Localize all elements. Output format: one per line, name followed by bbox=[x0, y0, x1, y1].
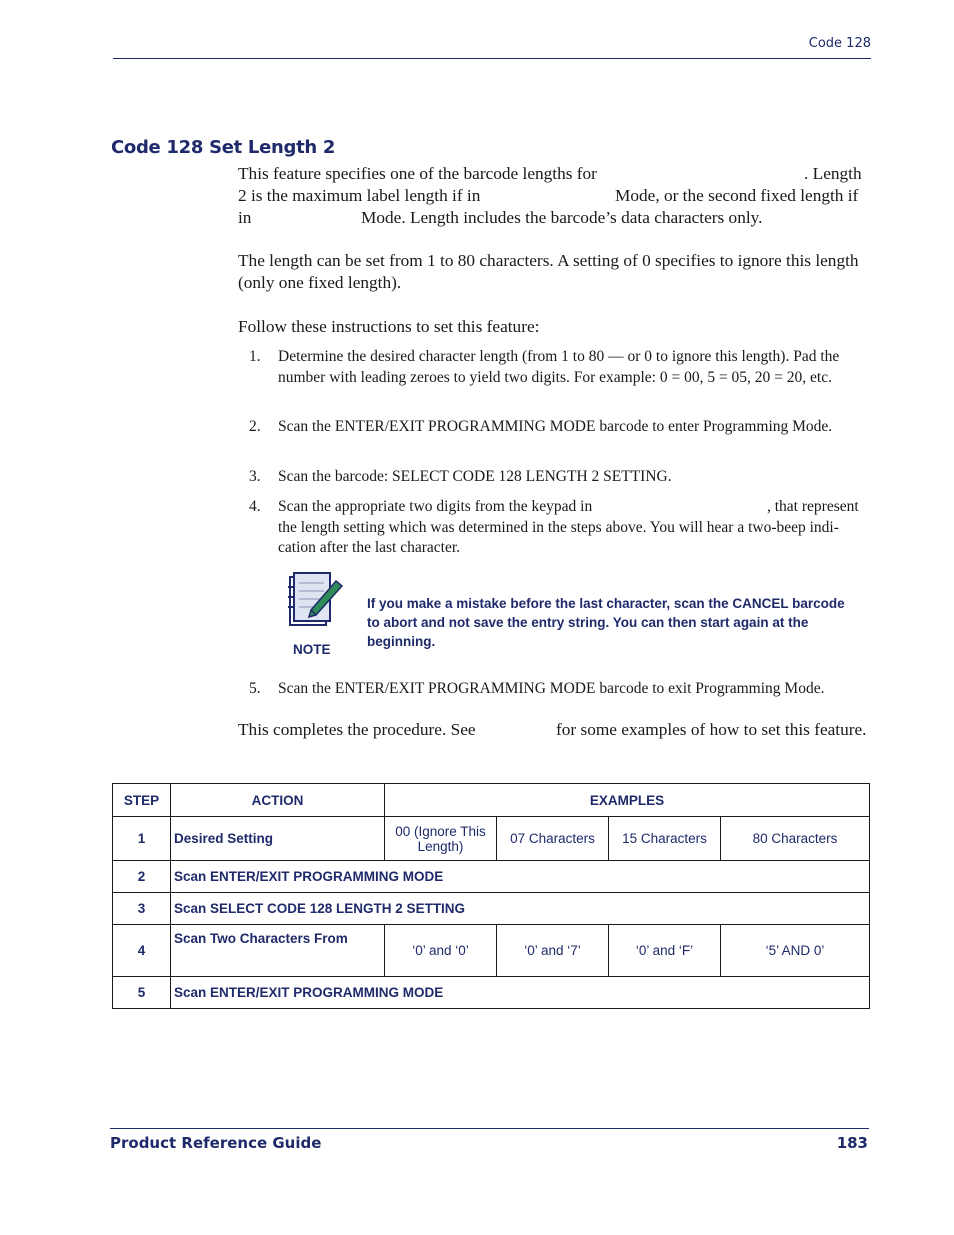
table-row bbox=[113, 977, 870, 1009]
note-pen-icon bbox=[284, 569, 344, 631]
intro-line1-a: This feature specifies one of the barcode lengths for bbox=[238, 164, 597, 183]
programming-steps-table bbox=[112, 783, 870, 1009]
action-cell: Scan ENTER/EXIT PROGRAMMING MODE bbox=[171, 861, 870, 893]
list-number: 3. bbox=[249, 468, 261, 485]
header-examples: EXAMPLES bbox=[385, 784, 870, 817]
range-line2: (only one fixed length). bbox=[238, 273, 402, 292]
step-cell: 2 bbox=[113, 861, 171, 893]
table-row bbox=[113, 893, 870, 925]
closing-text-a: This completes the procedure. See bbox=[238, 720, 476, 739]
closing-paragraph bbox=[238, 719, 868, 741]
list-text: cation after the last character. bbox=[278, 539, 461, 556]
example-cell: ‘5’ AND 0’ bbox=[721, 925, 870, 977]
table-row bbox=[113, 925, 870, 977]
example-cell: ‘0’ and ‘0’ bbox=[385, 925, 497, 977]
section-title: Code 128 Set Length 2 bbox=[111, 137, 336, 158]
footer-guide-title: Product Reference Guide bbox=[110, 1134, 322, 1152]
list-text: Scan the appropriate two digits from the keypad in bbox=[278, 498, 593, 515]
list-item bbox=[249, 347, 869, 388]
closing-text-b: for some examples of how to set this feature. bbox=[556, 720, 867, 739]
header-rule bbox=[113, 58, 871, 59]
intro-line3-b: Mode. Length includes the barcode’s data characters only. bbox=[361, 208, 763, 227]
list-number: 2. bbox=[249, 418, 261, 435]
list-number: 5. bbox=[249, 680, 261, 697]
list-text: Scan the barcode: SELECT CODE 128 LENGTH 2 SETTING. bbox=[278, 468, 672, 485]
list-number: 4. bbox=[249, 498, 261, 515]
table-row bbox=[113, 817, 870, 861]
header-action: ACTION bbox=[171, 784, 385, 817]
list-number: 1. bbox=[249, 348, 261, 365]
example-cell: 00 (Ignore This Length) bbox=[385, 817, 497, 861]
intro-line1-b: . Length bbox=[804, 164, 862, 183]
step-cell: 4 bbox=[113, 925, 171, 977]
footer-rule bbox=[110, 1128, 869, 1129]
action-cell: Desired Setting bbox=[171, 817, 385, 861]
example-cell: 80 Characters bbox=[721, 817, 870, 861]
range-line1: The length can be set from 1 to 80 characters. A setting of 0 specifies to ignore this length bbox=[238, 251, 859, 270]
action-cell: Scan Two Characters From bbox=[171, 925, 385, 977]
step-cell: 1 bbox=[113, 817, 171, 861]
list-text: Determine the desired character length (from 1 to 80 — or 0 to ignore this length). Pad the number with leading zeroes to yield two digits. For example: 0 = 00, 5 = 05, 20 = 20, etc. bbox=[278, 348, 840, 386]
step-cell: 5 bbox=[113, 977, 171, 1009]
intro-line2-b: Mode, or the second fixed length if bbox=[615, 186, 859, 205]
list-item bbox=[249, 679, 869, 700]
page-number: 183 bbox=[836, 1134, 868, 1152]
header-step: STEP bbox=[113, 784, 171, 817]
intro-line3-a: in bbox=[238, 208, 252, 227]
running-header: Code 128 bbox=[808, 36, 871, 51]
action-cell: Scan SELECT CODE 128 LENGTH 2 SETTING bbox=[171, 893, 870, 925]
step-cell: 3 bbox=[113, 893, 171, 925]
list-item bbox=[249, 467, 869, 488]
instructions-intro: Follow these instructions to set this feature: bbox=[238, 317, 540, 336]
note-text: If you make a mistake before the last character, scan the CANCEL barcode to abort and not save the entry string. You can then start again at the beginning. bbox=[367, 596, 845, 649]
list-text: Scan the ENTER/EXIT PROGRAMMING MODE barcode to enter Programming Mode. bbox=[278, 418, 833, 435]
list-text: the length setting which was determined in the steps above. You will hear a two-beep indi- bbox=[278, 518, 839, 536]
list-text: , that represent bbox=[767, 498, 859, 515]
note-label: NOTE bbox=[293, 642, 331, 657]
list-item bbox=[249, 417, 869, 438]
intro-paragraph bbox=[238, 163, 868, 229]
example-cell: ‘0’ and ‘7’ bbox=[497, 925, 609, 977]
example-cell: 07 Characters bbox=[497, 817, 609, 861]
example-cell: ‘0’ and ‘F’ bbox=[609, 925, 721, 977]
intro-line2-a: 2 is the maximum label length if in bbox=[238, 186, 481, 205]
range-paragraph bbox=[238, 250, 868, 294]
table-header-row bbox=[113, 784, 870, 817]
list-item bbox=[249, 497, 869, 559]
table-row bbox=[113, 861, 870, 893]
example-cell: 15 Characters bbox=[609, 817, 721, 861]
action-cell: Scan ENTER/EXIT PROGRAMMING MODE bbox=[171, 977, 870, 1009]
list-text: Scan the ENTER/EXIT PROGRAMMING MODE barcode to exit Programming Mode. bbox=[278, 680, 825, 697]
